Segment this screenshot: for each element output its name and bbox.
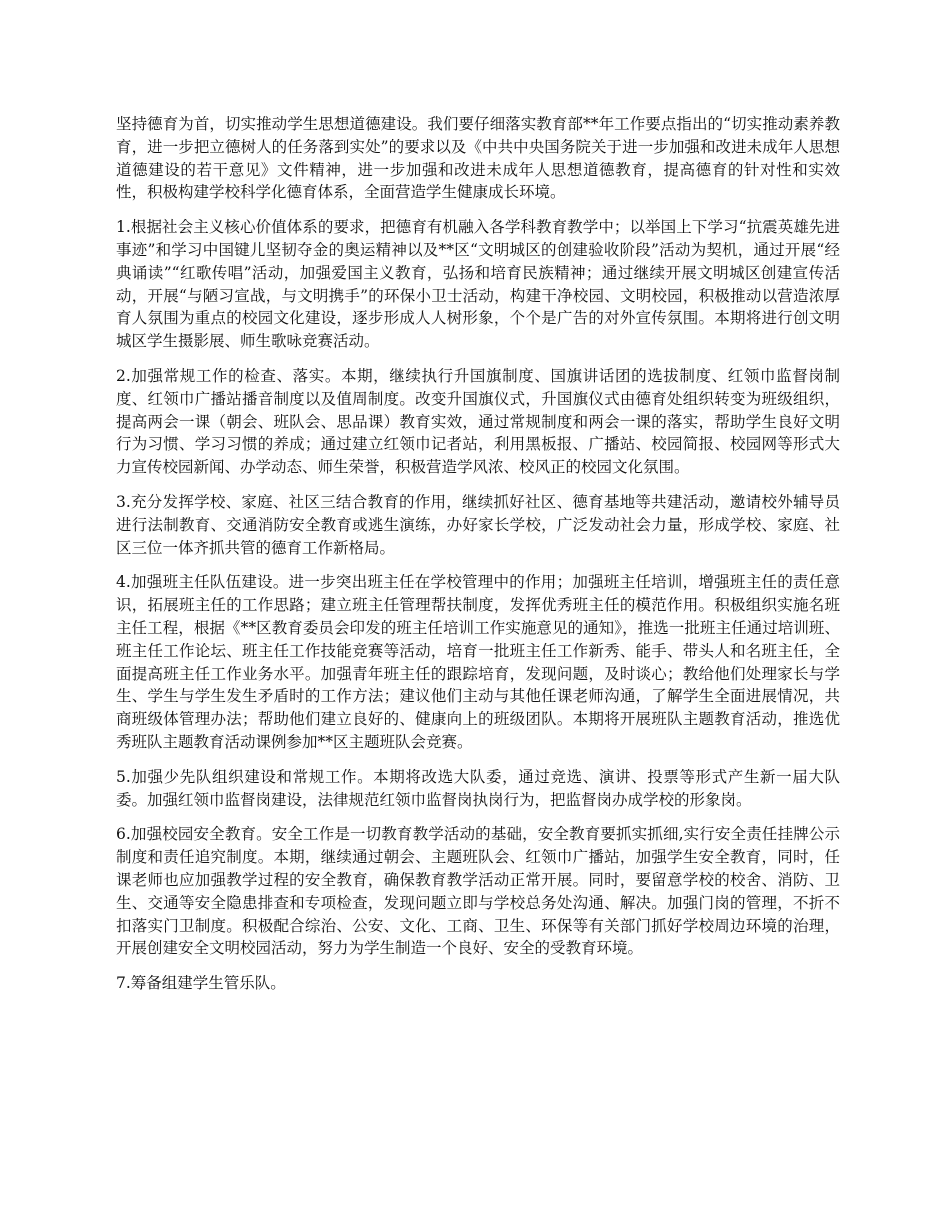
item-7-paragraph: 7.筹备组建学生管乐队。 xyxy=(116,974,286,993)
item-2-paragraph: 2.加强常规工作的检查、落实。本期，继续执行升国旗制度、国旗讲话团的选拔制度、红领巾监督岗制度、红领巾广播站播音制度以及值周制度。改变升国旗仪式，升国旗仪式由德育处组织转变为班级组织，提高两会一课（朝会、班队会、思品课）教育实效，通过常规制度和两会一课的落实，帮助学生良好文明行为习惯、学习习惯的养成；通过建立红领巾记者站，利用黑板报、广播站、校园简报、校园网等形式大力宣传校园新闻、办学动态、师生荣誉，积极营造学风浓、校风正的校园文化氛围。 xyxy=(116,366,840,477)
item-5-paragraph: 5.加强少先队组织建设和常规工作。本期将改选大队委，通过竞选、演讲、投票等形式产生新一届大队委。加强红领巾监督岗建设，法律规范红领巾监督岗执岗行为，把监督岗办成学校的形象岗。 xyxy=(116,767,840,809)
item-3-paragraph: 3.充分发挥学校、家庭、社区三结合教育的作用，继续抓好社区、德育基地等共建活动，邀请校外辅导员进行法制教育、交通消防安全教育或逃生演练，办好家长学校，广泛发动社会力量，形成学校、家庭、社区三位一体齐抓共管的德育工作新格局。 xyxy=(116,492,840,557)
document-body xyxy=(116,113,840,1007)
item-4-paragraph: 4.加强班主任队伍建设。进一步突出班主任在学校管理中的作用；加强班主任培训，增强班主任的责任意识，拓展班主任的工作思路；建立班主任管理帮扶制度，发挥优秀班主任的模范作用。积极组织实施名班主任工程，根据《**区教育委员会印发的班主任培训工作实施意见的通知》，推选一批班主任通过培训班、班主任工作论坛、班主任工作技能竞赛等活动，培育一批班主任工作新秀、能手、带头人和名班主任，全面提高班主任工作业务水平。加强青年班主任的跟踪培育，发现问题，及时谈心；教给他们处理家长与学生、学生与学生发生矛盾时的工作方法；建议他们主动与其他任课老师沟通，了解学生全面进展情况，共商班级体管理办法；帮助他们建立良好的、健康向上的班级团队。本期将开展班队主题教育活动，推选优秀班队主题教育活动课例参加**区主题班队会竞赛。 xyxy=(116,573,840,751)
item-1-paragraph: 1.根据社会主义核心价值体系的要求，把德育有机融入各学科教育教学中；以举国上下学习“抗震英雄先进事迹”和学习中国键儿坚韧夺金的奥运精神以及**区“文明城区的创建验收阶段”活动为契机，通过开展“经典诵读”“红歌传唱”活动，加强爱国主义教育，弘扬和培育民族精神；通过继续开展文明城区创建宣传活动，开展“与陋习宣战，与文明携手”的环保小卫士活动，构建干净校园、文明校园，积极推动以营造浓厚育人氛围为重点的校园文化建设，逐步形成人人树形象，个个是广告的对外宣传氛围。本期将进行创文明城区学生摄影展、师生歌咏竞赛活动。 xyxy=(116,218,840,351)
intro-paragraph: 坚持德育为首，切实推动学生思想道德建设。我们要仔细落实教育部**年工作要点指出的“切实推动素养教育，进一步把立德树人的任务落到实处”的要求以及《中共中央国务院关于进一步加强和改进未成年人思想道德建设的若干意见》文件精神，进一步加强和改进未成年人思想道德教育，提高德育的针对性和实效性，积极构建学校科学化德育体系，全面营造学生健康成长环境。 xyxy=(116,115,840,202)
item-6-paragraph: 6.加强校园安全教育。安全工作是一切教育教学活动的基础，安全教育要抓实抓细,实行安全责任挂牌公示制度和责任追究制度。本期，继续通过朝会、主题班队会、红领巾广播站，加强学生安全教育，同时，任课老师也应加强教学过程的安全教育，确保教育教学活动正常开展。同时，要留意学校的校舍、消防、卫生、交通等安全隐患排查和专项检查，发现问题立即与学校总务处沟通、解决。加强门岗的管理，不折不扣落实门卫制度。积极配合综治、公安、文化、工商、卫生、环保等有关部门抓好学校周边环境的治理，开展创建安全文明校园活动，努力为学生制造一个良好、安全的受教育环境。 xyxy=(116,825,840,958)
